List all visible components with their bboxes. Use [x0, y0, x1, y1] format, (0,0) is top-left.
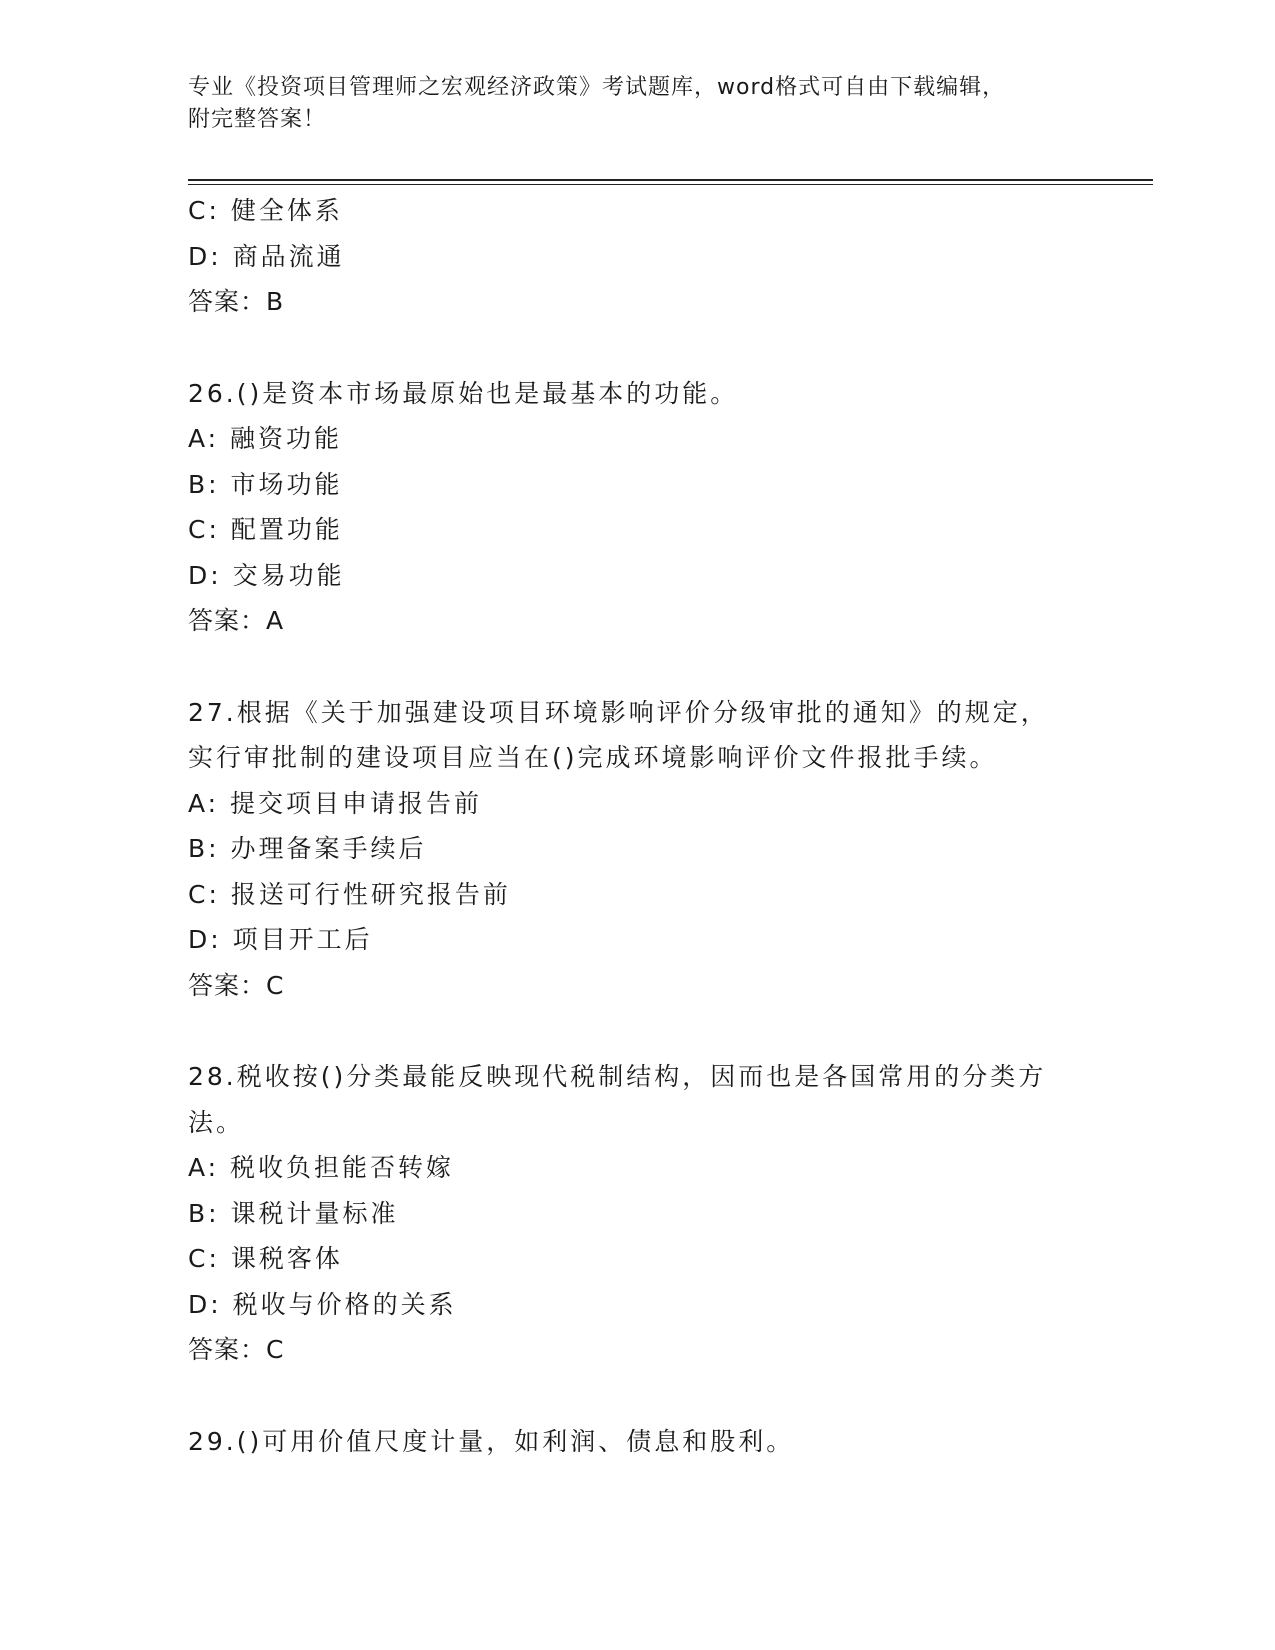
question-list	[188, 188, 1108, 1464]
question-25-remainder	[188, 188, 1108, 325]
document-header	[188, 72, 1088, 136]
spacer	[188, 644, 1108, 690]
answer-label: 答案：C	[188, 970, 285, 1000]
option-d: D: 项目开工后	[188, 925, 373, 954]
header-divider-thick	[188, 179, 1153, 181]
option-b: B: 课税计量标准	[188, 1198, 399, 1228]
question-text-line-1: 28.税收按()分类最能反映现代税制结构，因而也是各国常用的分类方	[188, 1062, 1047, 1091]
option-a: A: 税收负担能否转嫁	[188, 1153, 455, 1182]
question-text-line-1: 27.根据《关于加强建设项目环境影响评价分级审批的通知》的规定，	[188, 697, 1049, 727]
header-divider-thin	[188, 184, 1153, 185]
question-text: 29.()可用价值尺度计量，如利润、债息和股利。	[188, 1426, 795, 1456]
question-text: 26.()是资本市场最原始也是最基本的功能。	[188, 378, 739, 408]
question-26	[188, 371, 1108, 644]
option-c: C: 课税客体	[188, 1244, 343, 1273]
header-line-2: 附完整答案！	[188, 107, 327, 132]
option-c: C: 健全体系	[188, 196, 343, 225]
answer-label: 答案：A	[188, 606, 285, 635]
header-line-1: 专业《投资项目管理师之宏观经济政策》考试题库，word格式可自由下载编辑，	[188, 75, 1006, 100]
option-d: D: 税收与价格的关系	[188, 1289, 457, 1319]
option-d: D: 交易功能	[188, 560, 345, 590]
question-29	[188, 1419, 1108, 1465]
option-d: D: 商品流通	[188, 241, 345, 271]
option-a: A: 提交项目申请报告前	[188, 788, 483, 818]
option-c: C: 配置功能	[188, 515, 343, 544]
question-text-line-2: 法。	[188, 1107, 245, 1137]
spacer	[188, 1373, 1108, 1419]
answer-label: 答案：C	[188, 1335, 285, 1364]
option-c: C: 报送可行性研究报告前	[188, 879, 511, 909]
spacer	[188, 1008, 1108, 1054]
question-text-line-2: 实行审批制的建设项目应当在()完成环境影响评价文件报批手续。	[188, 743, 998, 772]
question-28	[188, 1054, 1108, 1373]
answer-label: 答案：B	[188, 287, 285, 316]
option-b: B: 办理备案手续后	[188, 834, 427, 863]
question-27	[188, 690, 1108, 1009]
option-a: A: 融资功能	[188, 424, 343, 453]
option-b: B: 市场功能	[188, 469, 343, 499]
spacer	[188, 325, 1108, 371]
